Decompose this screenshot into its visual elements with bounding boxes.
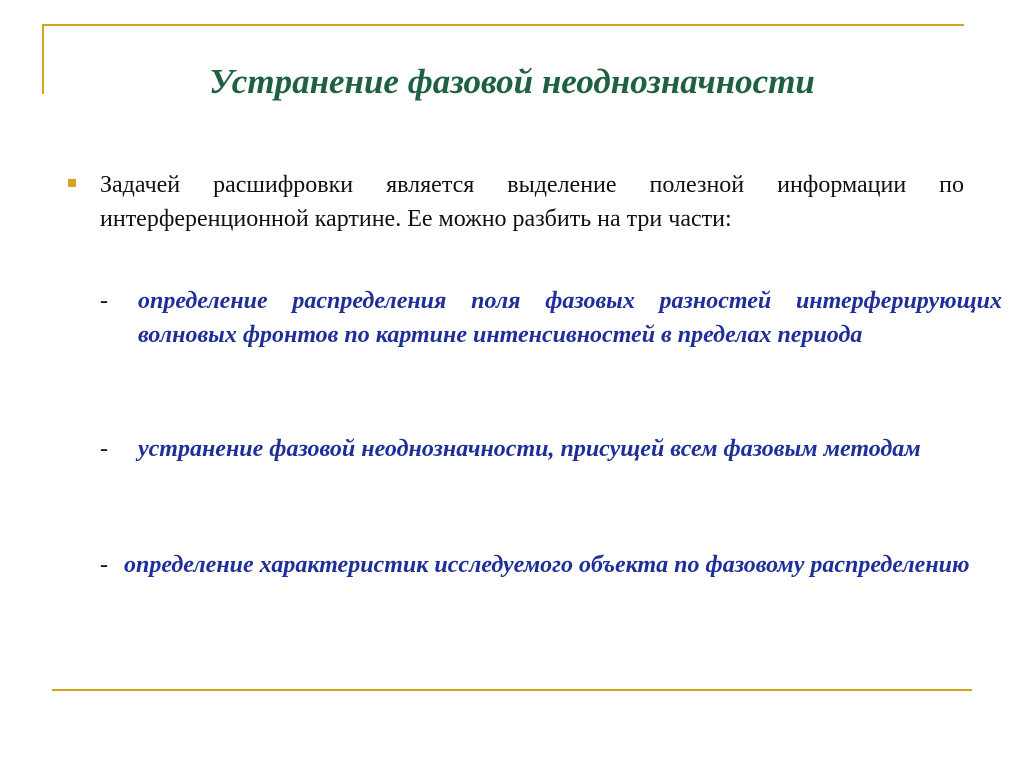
bullet-item [68,168,964,236]
list-item [100,432,1002,466]
slide-title: Устранение фазовой неоднозначности [209,62,815,101]
dash-marker: - [100,552,108,578]
square-bullet-icon [68,179,76,187]
dash-marker: - [100,436,108,462]
frame-bottom-line [52,689,972,691]
frame-top-line [42,24,964,26]
list-item [100,284,1002,352]
dash-marker: - [100,288,108,314]
list-item-text: определение распределения поля фазовых разностей интерферирующих волновых фронтов по картине интенсивностей в пределах периода [138,288,1002,348]
bullet-text: Задачей расшифровки является выделение полезной информации по интерференционной картине. Ее можно разбить на три части: [100,172,964,232]
list-item-text: определение характеристик исследуемого объекта по фазовому распределению [124,552,970,578]
list-item [100,548,1002,582]
list-item-text: устранение фазовой неоднозначности, присущей всем фазовым методам [138,436,921,462]
